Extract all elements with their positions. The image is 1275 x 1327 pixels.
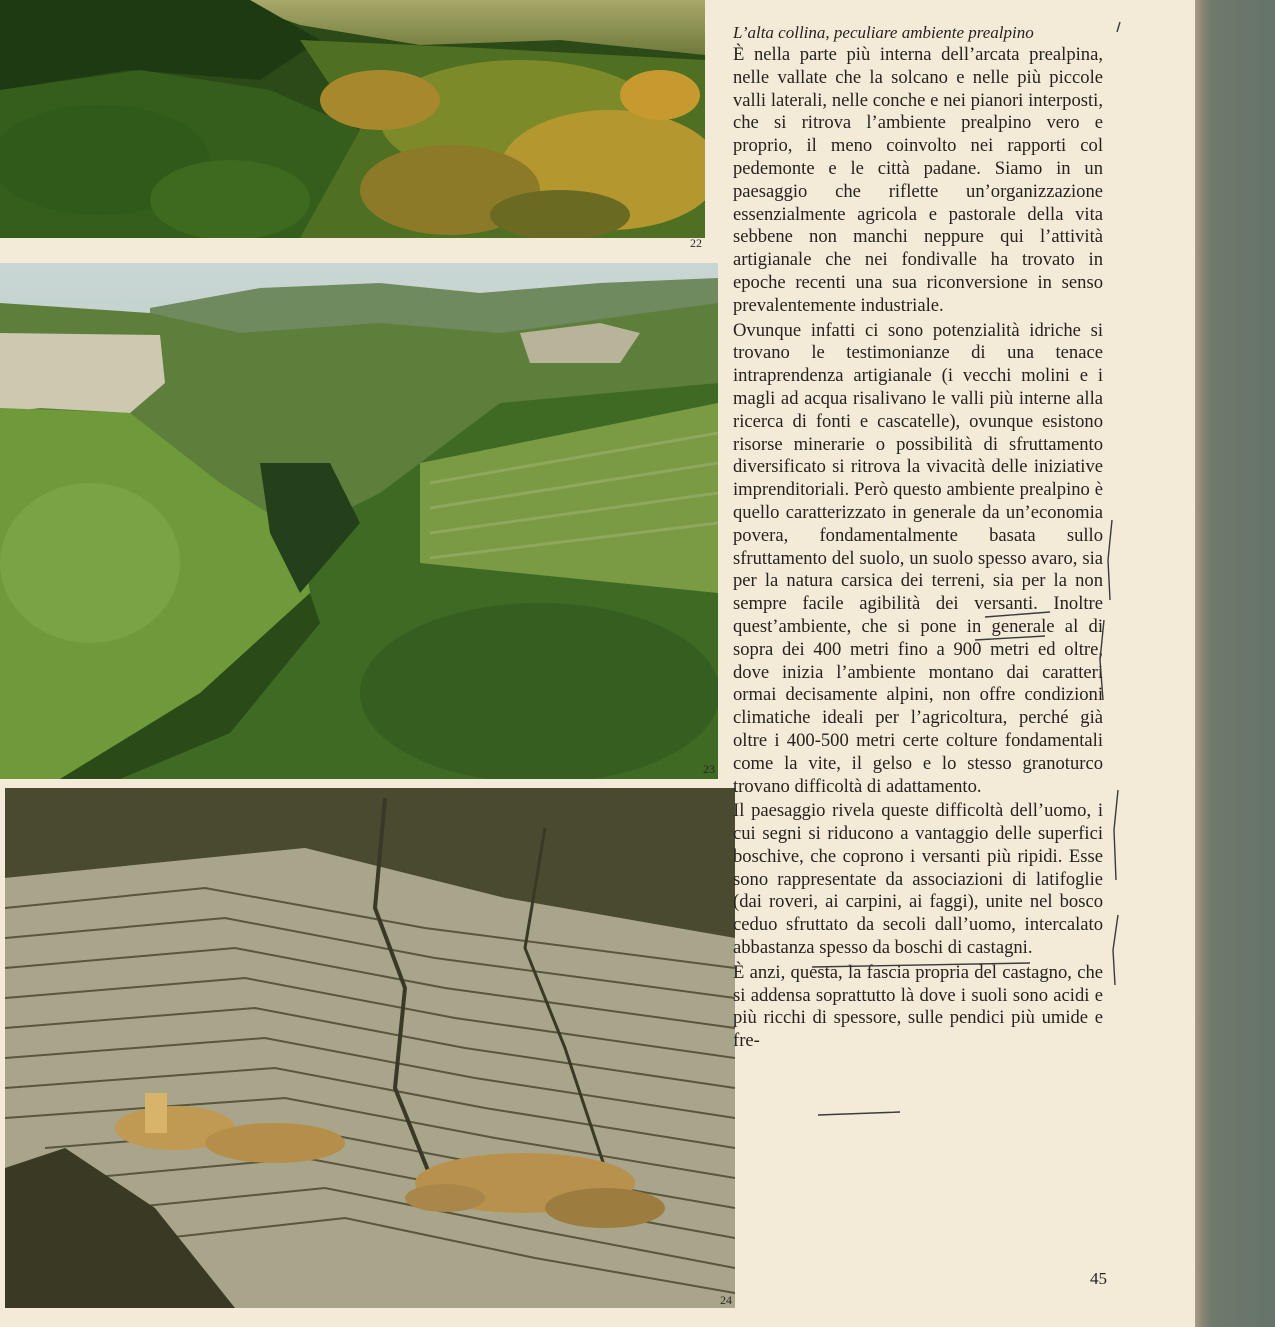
section-heading: L’alta collina, peculiare ambiente prealpino <box>733 23 1034 42</box>
page-edge-background <box>1195 0 1275 1327</box>
figure-number-22: 22 <box>690 236 702 250</box>
photo-terraced-village <box>5 788 735 1308</box>
paragraph-1: È nella parte più interna dell’arcata prealpina, nelle vallate che la solcano e nelle più piccole valli laterali, nelle conche e nei pianori interposti, che si ritrova l’ambiente prealpino vero e proprio, il meno coinvolto nei rapporti col pedemonte e le città padane. Siamo in un paesaggio che riflette un’organizzazione essenzialmente agricola e pastorale della vita sebbene non manchi neppure qui l’attività artigianale che nei fondivalle ha trovato in epoche recenti una sua riconversione in senso prevalentemente industriale. <box>733 44 1103 316</box>
paragraph-2: Ovunque infatti ci sono potenzialità idriche si trovano le testimonianze di una tenace intraprendenza artigianale (i vecchi molini e i magli ad acqua risalivano le valli più interne alla ricerca di fonti e cascatelle), ovunque esistono risorse minerarie o possibilità di sfruttamento diversificato si ritrova la vivacità delle iniziative imprenditoriali. Però questo ambiente prealpino è quello caratterizzato in generale da un’economia povera, fondamentalmente basata sullo sfruttamento del suolo, un suolo spesso avaro, sia per la natura carsica dei terreni, sia per la non sempre facile agibilità dei versanti. Inoltre quest’ambiente, che si pone in generale al di sopra dei 400 metri fino a 900 metri ed oltre, dove inizia l’ambiente montano dai caratteri ormai decisamente alpini, non offre condizioni climatiche ideali per l’agricoltura, perché già oltre i 400-500 metri certe colture fondamentali come la vite, il gelso e lo stesso granoturco trovano difficoltà di adattamento. <box>733 319 1103 797</box>
photo-valley-gorge <box>0 263 718 779</box>
photo-autumn-woodland-image <box>0 0 705 238</box>
figure-number-23: 23 <box>703 762 715 776</box>
pencil-margin-line-4 <box>1113 915 1118 985</box>
page-number: 45 <box>1090 1269 1107 1288</box>
paragraph-4: È anzi, questa, la fascia propria del castagno, che si addensa soprattutto là dove i suoli sono acidi e più ricchi di spessore, sulle pendici più umide e fre- <box>733 961 1103 1052</box>
figure-number-24: 24 <box>720 1293 732 1307</box>
photo-valley-gorge-image <box>0 263 718 779</box>
pencil-underline-4 <box>818 1112 900 1115</box>
pencil-margin-line-3 <box>1114 790 1118 880</box>
pencil-tick-mark <box>1117 22 1120 32</box>
pencil-margin-line-1 <box>1108 520 1112 600</box>
photo-terraced-village-image <box>5 788 735 1308</box>
photo-autumn-woodland <box>0 0 705 238</box>
paragraph-3: Il paesaggio rivela queste difficoltà dell’uomo, i cui segni si riducono a vantaggio delle superfici boschive, che coprono i versanti più ripidi. Esse sono rappresentate da associazioni di latifoglie (dai roveri, ai carpini, ai faggi), unite nel bosco ceduo sfruttato da secoli dall’uomo, intercalato abbastanza spesso da boschi di castagni. <box>733 800 1103 959</box>
article-text-column <box>733 22 1103 1053</box>
